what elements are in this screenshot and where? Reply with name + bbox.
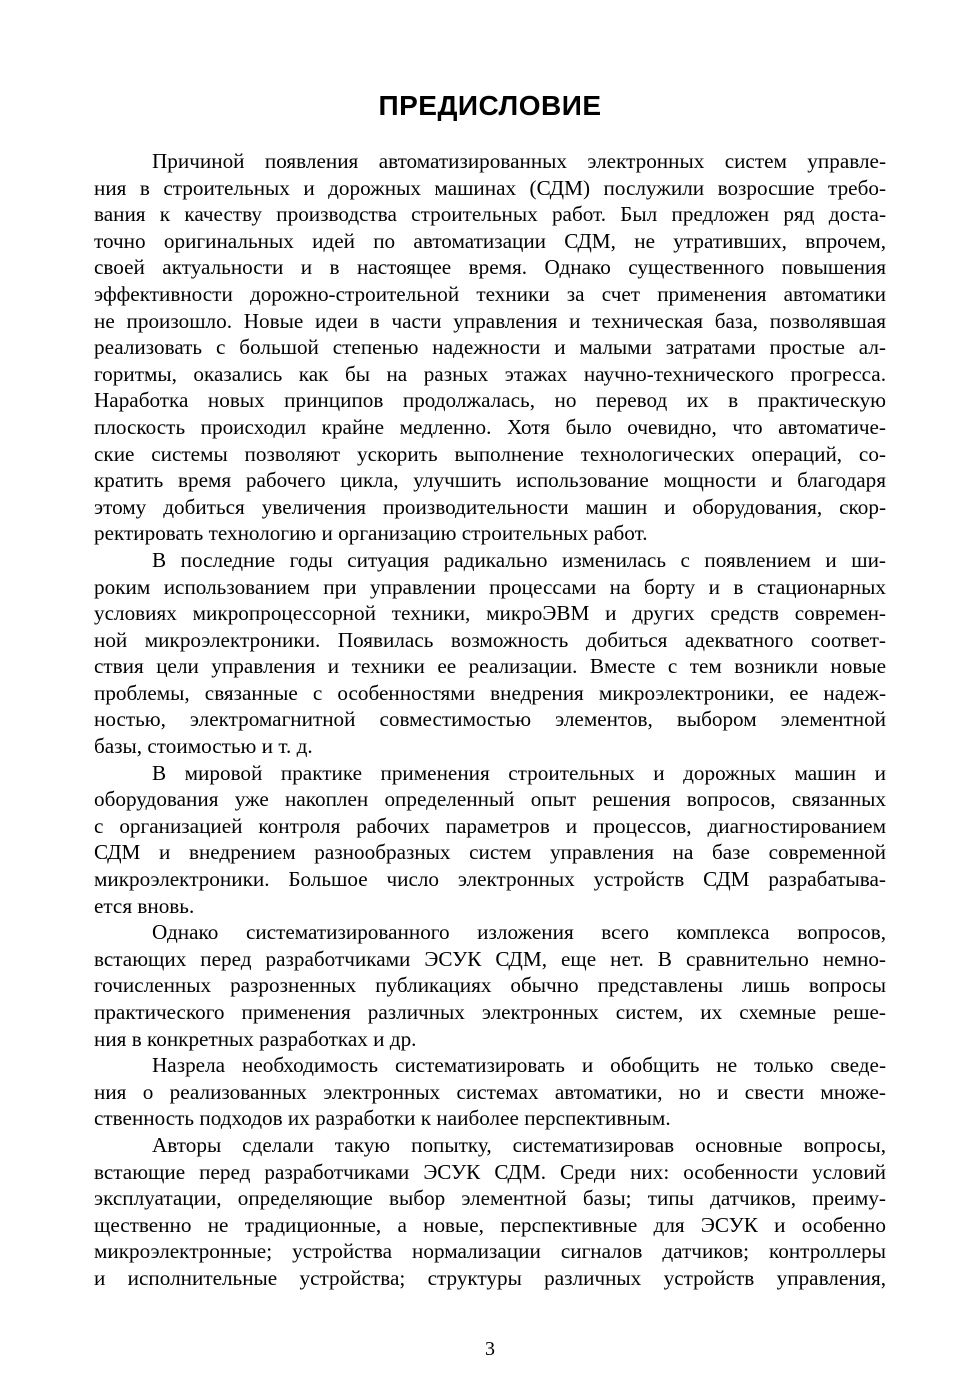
text-line: ния в строительных и дорожных машинах (СДМ) послужили возросшие требо- xyxy=(94,175,886,200)
text-line: базы, стоимостью и т. д. xyxy=(94,734,313,759)
text-line: своей актуальности и в настоящее время. Однако существенного повышения xyxy=(94,255,886,280)
paragraph xyxy=(94,1132,886,1292)
text-line: Авторы сделали такую попытку, систематизировав основные вопросы, xyxy=(152,1132,886,1157)
text-line: плоскость происходил крайне медленно. Хотя было очевидно, что автоматиче- xyxy=(94,414,886,439)
text-line: с организацией контроля рабочих параметров и процессов, диагностированием xyxy=(94,813,886,838)
paragraph xyxy=(94,760,886,920)
text-line: вания к качеству производства строительных работ. Был предложен ряд доста- xyxy=(94,202,886,227)
text-line: и исполнительные устройства; структуры различных устройств управления, xyxy=(94,1265,886,1290)
text-line: ственность подходов их разработки к наиболее перспективным. xyxy=(94,1106,671,1131)
text-line: горитмы, оказались как бы на разных этажах научно-технического прогресса. xyxy=(94,361,886,386)
text-line: Причиной появления автоматизированных электронных систем управле- xyxy=(152,149,886,173)
text-line: ские системы позволяют ускорить выполнение технологических операций, со- xyxy=(94,441,886,466)
text-line: щественно не традиционные, а новые, перспективные для ЭСУК и особенно xyxy=(94,1212,886,1237)
text-line: ется вновь. xyxy=(94,893,195,918)
text-line: эксплуатации, определяющие выбор элементной базы; типы датчиков, преиму- xyxy=(94,1186,886,1211)
text-line: проблемы, связанные с особенностями внедрения микроэлектроники, ее надеж- xyxy=(94,680,886,705)
text-line: микроэлектронные; устройства нормализации сигналов датчиков; контроллеры xyxy=(94,1239,886,1264)
text-line: В мировой практике применения строительных и дорожных машин и xyxy=(152,760,886,785)
page-number: 3 xyxy=(485,1338,495,1360)
document-body xyxy=(94,148,886,1292)
text-line: практического применения различных электронных систем, их схемные реше- xyxy=(94,1000,886,1024)
paragraph xyxy=(94,148,886,547)
text-line: не произошло. Новые идеи в части управления и техническая база, позволявшая xyxy=(94,308,886,333)
paragraph xyxy=(94,1052,886,1132)
text-line: В последние годы ситуация радикально изменилась с появлением и ши- xyxy=(152,547,886,572)
text-line: встающих перед разработчиками ЭСУК СДМ, еще нет. В сравнительно немно- xyxy=(94,946,886,971)
text-line: ния в конкретных разработках и др. xyxy=(94,1026,417,1051)
text-line: ния о реализованных электронных системах автоматики, но и свести множе- xyxy=(94,1079,886,1104)
text-line: СДМ и внедрением разнообразных систем управления на базе современной xyxy=(94,840,886,865)
text-line: Наработка новых принципов продолжалась, но перевод их в практическую xyxy=(94,388,886,413)
text-line: гочисленных разрозненных публикациях обычно представлены лишь вопросы xyxy=(94,973,886,998)
text-line: точно оригинальных идей по автоматизации СДМ, не утративших, впрочем, xyxy=(94,228,886,253)
text-line: Назрела необходимость систематизировать и обобщить не только сведе- xyxy=(152,1053,886,1078)
text-line: Однако систематизированного изложения всего комплекса вопросов, xyxy=(152,920,886,945)
text-line: ной микроэлектроники. Появилась возможность добиться адекватного соответ- xyxy=(94,627,886,652)
text-line: оборудования уже накоплен определенный опыт решения вопросов, связанных xyxy=(94,787,886,812)
text-line: условиях микропроцессорной техники, микроЭВМ и других средств современ- xyxy=(94,601,886,626)
page-title: ПРЕДИСЛОВИЕ xyxy=(378,90,602,121)
paragraph xyxy=(94,919,886,1052)
text-line: эффективности дорожно-строительной техники за счет применения автоматики xyxy=(94,281,886,306)
paragraph xyxy=(94,547,886,760)
text-line: кратить время рабочего цикла, улучшить использование мощности и благодаря xyxy=(94,468,886,493)
text-line: встающие перед разработчиками ЭСУК СДМ. Среди них: особенности условий xyxy=(94,1159,886,1184)
text-line: реализовать с большой степенью надежности и малыми затратами простые ал- xyxy=(94,335,886,360)
text-line: ствия цели управления и техники ее реализации. Вместе с тем возникли новые xyxy=(94,654,886,679)
text-line: этому добиться увеличения производительности машин и оборудования, скор- xyxy=(94,494,886,519)
text-line: ректировать технологию и организацию строительных работ. xyxy=(94,521,648,546)
text-line: ностью, электромагнитной совместимостью элементов, выбором элементной xyxy=(94,707,886,732)
text-line: микроэлектроники. Большое число электронных устройств СДМ разрабатыва- xyxy=(94,867,886,892)
text-line: роким использованием при управлении процессами на борту и в стационарных xyxy=(94,574,886,599)
